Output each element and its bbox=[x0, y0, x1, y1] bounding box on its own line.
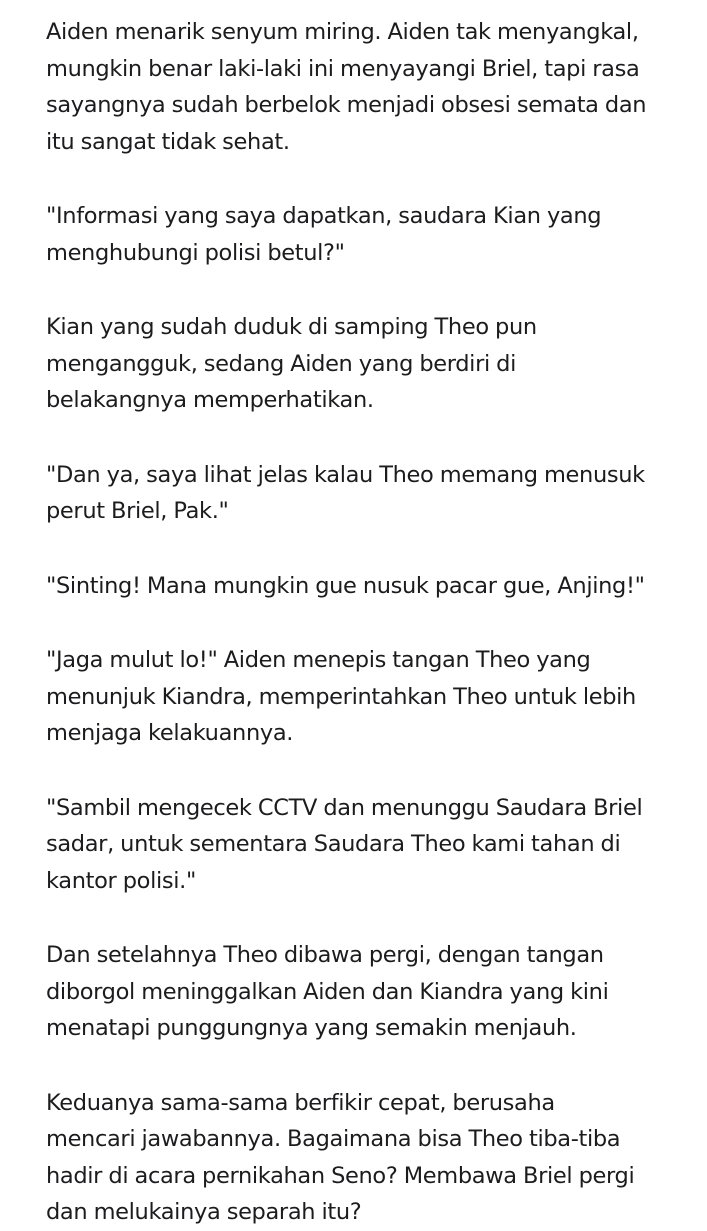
paragraph-1 bbox=[46, 14, 673, 160]
paragraph-9 bbox=[46, 1085, 673, 1231]
paragraph-line: perut Briel, Pak." bbox=[46, 498, 229, 524]
paragraph-line: Kian yang sudah duduk di samping Theo pun bbox=[46, 314, 537, 340]
paragraph-line: dan melukainya separah itu? bbox=[46, 1199, 362, 1225]
paragraph-3 bbox=[46, 309, 673, 419]
paragraph-line: "Informasi yang saya dapatkan, saudara Kian yang bbox=[46, 203, 602, 229]
paragraph-line: itu sangat tidak sehat. bbox=[46, 128, 290, 155]
paragraph-line: sayangnya sudah berbelok menjadi obsesi semata dan bbox=[46, 92, 647, 118]
paragraph-6 bbox=[46, 642, 673, 752]
paragraph-line: "Sinting! Mana mungkin gue nusuk pacar gue, Anjing!" bbox=[46, 572, 645, 599]
paragraph-line: mencari jawabannya. Bagaimana bisa Theo tiba-tiba bbox=[46, 1126, 621, 1152]
paragraph-line: "Dan ya, saya lihat jelas kalau Theo memang menusuk bbox=[46, 461, 645, 488]
paragraph-line: Aiden menarik senyum miring. Aiden tak menyangkal, bbox=[46, 19, 639, 45]
paragraph-line: diborgol meninggalkan Aiden dan Kiandra yang kini bbox=[46, 978, 609, 1005]
paragraph-line: mengangguk, sedang Aiden yang berdiri di bbox=[46, 350, 517, 377]
paragraph-2 bbox=[46, 198, 673, 271]
paragraph-line: menjaga kelakuannya. bbox=[46, 720, 294, 746]
paragraph-line: "Sambil mengecek CCTV dan menunggu Saudara Briel bbox=[46, 794, 643, 821]
paragraph-7 bbox=[46, 790, 673, 900]
paragraph-line: Keduanya sama-sama berfikir cepat, berusaha bbox=[46, 1089, 555, 1116]
paragraph-line: menunjuk Kiandra, memperintahkan Theo untuk lebih bbox=[46, 683, 636, 710]
paragraph-line: "Jaga mulut lo!" Aiden menepis tangan Theo yang bbox=[46, 647, 591, 673]
paragraph-line: Dan setelahnya Theo dibawa pergi, dengan tangan bbox=[46, 942, 604, 968]
paragraph-4 bbox=[46, 457, 673, 530]
paragraph-line: kantor polisi." bbox=[46, 867, 196, 894]
paragraph-line: belakangnya memperhatikan. bbox=[46, 387, 374, 413]
paragraph-line: menghubungi polisi betul?" bbox=[46, 239, 345, 266]
paragraph-5 bbox=[46, 568, 673, 605]
paragraph-line: mungkin benar laki-laki ini menyayangi Briel, tapi rasa bbox=[46, 55, 640, 82]
paragraph-line: hadir di acara pernikahan Seno? Membawa Briel pergi bbox=[46, 1162, 635, 1189]
paragraph-line: menatapi punggungnya yang semakin menjauh. bbox=[46, 1015, 577, 1041]
paragraph-8 bbox=[46, 937, 673, 1047]
paragraph-line: sadar, untuk sementara Saudara Theo kami tahan di bbox=[46, 831, 621, 857]
